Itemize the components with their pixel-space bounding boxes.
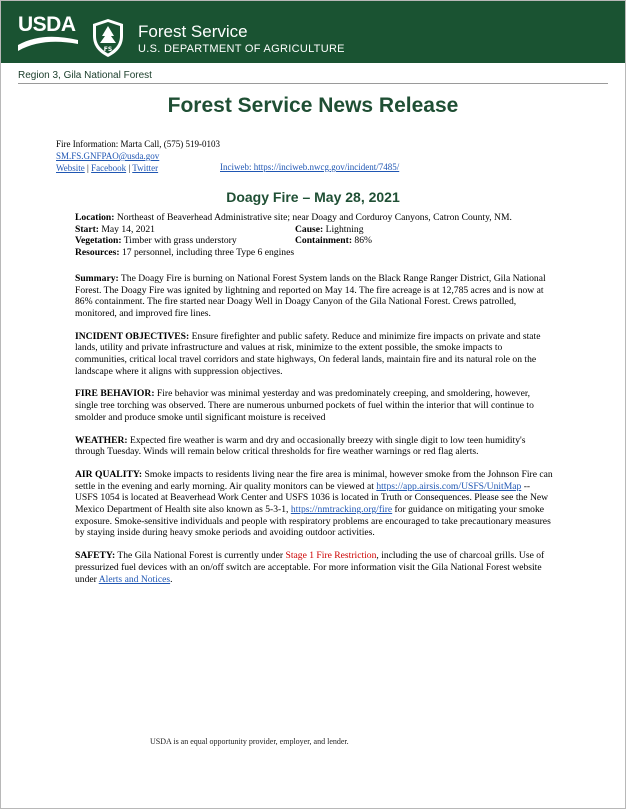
vegetation-value: Timber with grass understory: [121, 235, 237, 247]
summary-label: Summary:: [75, 272, 119, 284]
page-title: Forest Service News Release: [167, 94, 459, 117]
cause-label: Cause:: [295, 223, 324, 235]
objectives-text: Ensure firefighter and public safety. Reduce and minimize fire impacts on private and state lands, utility and private infrastructure and values at risk, minimize to the extent possible, the smoke impacts to communities, critical local travel corridors and state highways, On federal lands, maintain fire and its natural role on the landscape where it aligns with suppression objectives.: [75, 330, 541, 377]
location-value: Northeast of Beaverhead Administrative site; near Doagy and Corduroy Canyons, Catron County, NM.: [114, 212, 512, 223]
fire-behavior-paragraph: [75, 388, 555, 423]
weather-paragraph: [75, 435, 555, 458]
resources-value: 17 personnel, including three Type 6 engines: [119, 247, 295, 259]
safety-end: .: [170, 573, 173, 585]
email-link[interactable]: SM.FS.GNFPAO@usda.gov: [56, 151, 160, 161]
resources-line: [75, 247, 555, 259]
objectives-label: INCIDENT OBJECTIVES:: [75, 330, 190, 342]
safety-paragraph: [75, 550, 555, 585]
vegetation-label: Vegetation:: [75, 235, 122, 247]
usda-logo: [18, 13, 80, 55]
release-body: [75, 212, 555, 585]
region-label: Region 3, Gila National Forest: [18, 70, 152, 81]
header-divider: [18, 83, 608, 84]
footer-statement: USDA is an equal opportunity provider, employer, and lender.: [150, 737, 349, 746]
header-banner: [1, 1, 625, 63]
air-quality-text: -- USFS 1054 is located at Beaverhead Work Center and USFS 1036 is located in Truth or Consequences. Please see the New Mexico Department of Health site also known as 5-3-1,: [75, 480, 549, 516]
containment-value: 86%: [352, 235, 373, 247]
summary-paragraph: [75, 273, 555, 320]
air-quality-text: Smoke impacts to residents living near the fire area is minimal, however smoke from the Johnson Fire can settle in the evening and early morning. Air quality monitors can be viewed at: [75, 468, 553, 492]
website-link[interactable]: Website: [56, 163, 85, 173]
link-separator: |: [84, 163, 92, 173]
safety-text: , including the use of charcoal grills. Use of pressurized fuel devices with an on/off switch are acceptable. For more information visit the Gila National Forest website under: [75, 550, 545, 585]
fire-information-contact: Fire Information: Marta Call, (575) 519-0103: [56, 139, 220, 149]
link-separator: |: [126, 163, 133, 173]
usda-swoosh-icon: [18, 13, 80, 55]
release-subtitle: Doagy Fire – May 28, 2021: [226, 189, 400, 205]
facebook-link[interactable]: Facebook: [91, 163, 127, 173]
weather-text: Expected fire weather is warm and dry and occasionally breezy with single digit to low teen humidity's through Tuesday. Winds will remain below critical thresholds for fire weather warnings or red flag alerts.: [75, 434, 526, 458]
usda-logo-text: USDA: [18, 13, 76, 36]
safety-label: SAFETY:: [75, 550, 116, 562]
start-label: Start:: [75, 223, 99, 235]
fire-restriction-text: Stage 1 Fire Restriction: [285, 550, 377, 562]
objectives-paragraph: [75, 331, 555, 378]
alerts-notices-link[interactable]: Alerts and Notices: [98, 573, 171, 585]
location-line: [75, 212, 555, 224]
vegetation-containment-row: [75, 235, 555, 247]
air-quality-paragraph: [75, 469, 555, 539]
inciweb-link[interactable]: Inciweb: https://inciweb.nwcg.gov/incident/7485/: [220, 162, 400, 172]
air-quality-label: AIR QUALITY:: [75, 468, 143, 480]
cause-value: Lightning: [323, 223, 364, 235]
department-name: U.S. DEPARTMENT OF AGRICULTURE: [138, 43, 345, 55]
fire-behavior-text: Fire behavior was minimal yesterday and was predominately creeping, and smoldering, however, single tree torching was observed. There are numerous unburned pockets of fuel within the interior that will continue to smolder and produce smoke until significant moisture is received: [75, 388, 534, 423]
nmtracking-link[interactable]: https://nmtracking.org/fire: [290, 504, 393, 516]
airsis-link[interactable]: https://app.airsis.com/USFS/UnitMap: [376, 480, 522, 492]
twitter-link[interactable]: Twitter: [132, 163, 159, 173]
resources-label: Resources:: [75, 247, 120, 259]
shield-text: FS: [103, 46, 113, 53]
start-value: May 14, 2021: [98, 223, 155, 235]
fire-behavior-label: FIRE BEHAVIOR:: [75, 388, 155, 400]
contact-block: [56, 138, 220, 174]
air-quality-text: for guidance on mitigating your smoke exposure. Smoke-sensitive individuals and people with respiratory problems are encouraged to take precautionary measures by staying inside during heavy smoke periods and avoiding outdoor activities.: [75, 504, 551, 539]
weather-label: WEATHER:: [75, 434, 128, 446]
safety-text: The Gila National Forest is currently under: [115, 550, 286, 562]
forest-service-shield-icon: [91, 18, 125, 58]
summary-text: The Doagy Fire is burning on National Forest System lands on the Black Range Ranger District, Gila National Forest. The Doagy Fire was ignited by lightning and reported on May 14. The fire acreage is at 12,785 acres and is now at 86% containment. The fire started near Doagy Well in Doagy Canyon of the Gila National Forest. Crews patrolled, monitored, and improved fire lines.: [75, 272, 546, 319]
agency-name: Forest Service: [138, 22, 248, 41]
containment-label: Containment:: [295, 235, 353, 247]
location-label: Location:: [75, 212, 115, 223]
start-cause-row: [75, 224, 555, 236]
